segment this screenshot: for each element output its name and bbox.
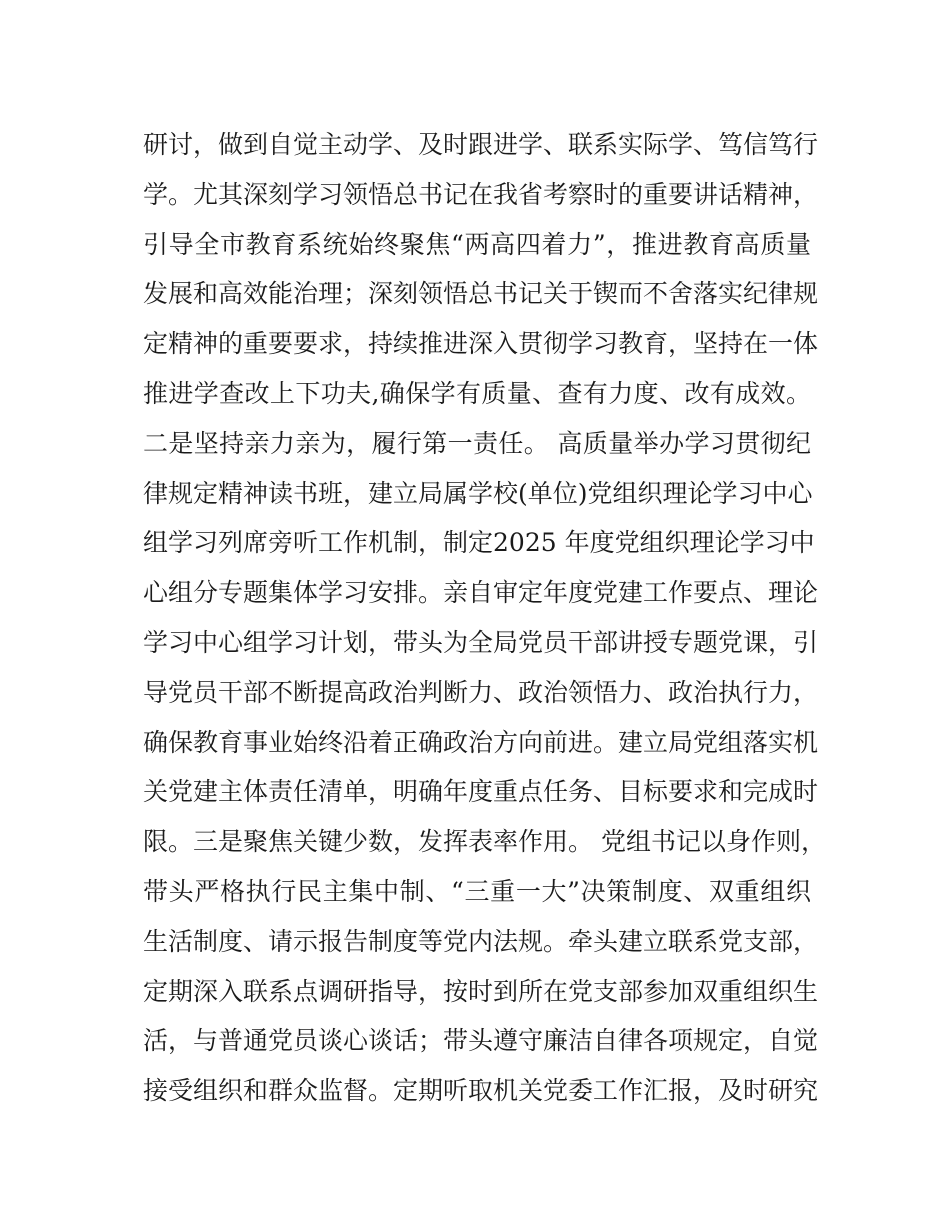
- body-paragraph: [143, 127, 826, 1123]
- text-line: 二是坚持亲力亲为，履行第一责任。 高质量举办学习贯彻纪: [143, 428, 811, 458]
- text-line: 定期深入联系点调研指导，按时到所在党支部参加双重组织生: [143, 976, 819, 1006]
- text-line: 推进学查改上下功夫,确保学有质量、查有力度、改有成效。: [143, 378, 811, 408]
- text-line: 带头严格执行民主集中制、“三重一大”决策制度、双重组织: [143, 876, 811, 906]
- text-line: 定精神的重要要求，持续推进深入贯彻学习教育，坚持在一体: [143, 329, 819, 359]
- text-line: 心组分专题集体学习安排。亲自审定年度党建工作要点、理论: [143, 578, 819, 608]
- text-line: 确保教育事业始终沿着正确政治方向前进。建立局党组落实机: [143, 727, 819, 757]
- text-line: 律规定精神读书班，建立局属学校(单位)党组织理论学习中心: [143, 478, 813, 508]
- text-line: 引导全市教育系统始终聚焦“两高四着力”，推进教育高质量: [143, 229, 811, 259]
- text-line: 生活制度、请示报告制度等党内法规。牵头建立联系党支部，: [143, 926, 819, 956]
- text-line: 学。尤其深刻学习领悟总书记在我省考察时的重要讲话精神，: [143, 179, 819, 209]
- text-line: 导党员干部不断提高政治判断力、政治领悟力、政治执行力，: [143, 677, 819, 707]
- text-line: 研讨，做到自觉主动学、及时跟进学、联系实际学、笃信笃行: [143, 130, 819, 159]
- text-line: 组学习列席旁听工作机制，制定2025 年度党组织理论学习中: [143, 528, 815, 558]
- text-line: 关党建主体责任清单，明确年度重点任务、目标要求和完成时: [143, 777, 819, 807]
- text-line: 接受组织和群众监督。定期听取机关党委工作汇报，及时研究: [143, 1076, 819, 1106]
- text-line: 活，与普通党员谈心谈话；带头遵守廉洁自律各项规定，自觉: [143, 1026, 819, 1056]
- text-line: 学习中心组学习计划，带头为全局党员干部讲授专题党课，引: [143, 627, 819, 657]
- text-line: 限。三是聚焦关键少数，发挥表率作用。 党组书记以身作则，: [143, 827, 826, 857]
- text-line: 发展和高效能治理；深刻领悟总书记关于锲而不舍落实纪律规: [143, 279, 819, 309]
